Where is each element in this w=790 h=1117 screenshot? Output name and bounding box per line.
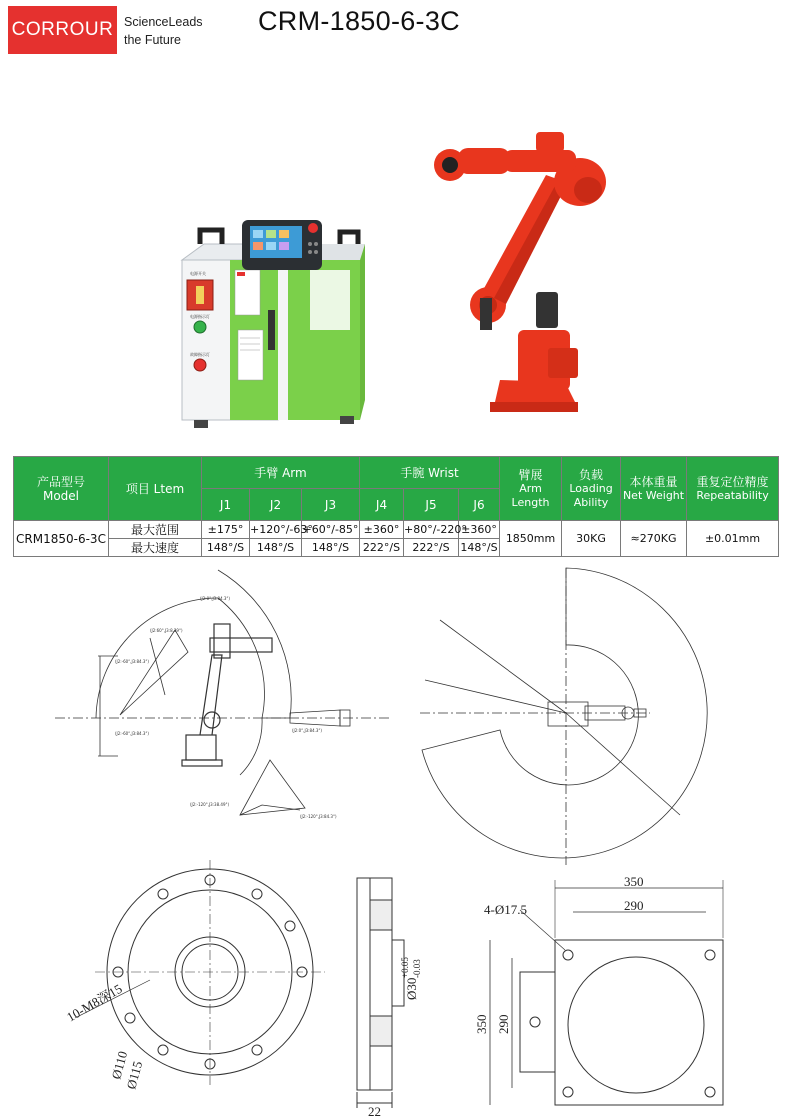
cell-range-j2: +120°/-63° [250, 521, 302, 539]
cell-speed-j3: 148°/S [302, 539, 360, 557]
fault-indicator-label: 故障指示灯 [190, 352, 210, 357]
section-drawing [357, 878, 404, 1108]
svg-text:(J2:60°,J3:8.39°): (J2:60°,J3:8.39°) [150, 628, 183, 633]
base-holes-label: 4-Ø17.5 [484, 902, 527, 917]
technical-drawings [0, 560, 790, 1117]
header-arm: 手臂 Arm [202, 457, 360, 489]
header-model: 产品型号 Model [14, 457, 109, 521]
teach-pendant [242, 220, 322, 270]
cell-range-j1: ±175° [202, 521, 250, 539]
top-workspace-drawing [420, 568, 707, 865]
svg-text:(J2:0°,J3:84.3°): (J2:0°,J3:84.3°) [200, 596, 230, 601]
cell-range-j6: ±360° [459, 521, 500, 539]
header-weight: 本体重量 Net Weight [621, 457, 687, 521]
flange-d2: Ø115 [123, 1059, 146, 1091]
cell-speed-j4: 222°/S [360, 539, 404, 557]
flange-hole-label: 10-M8深15 [64, 980, 125, 1025]
section-bore: Ø30 [404, 977, 419, 1000]
power-indicator-label: 电源指示灯 [190, 314, 210, 319]
cell-range-j5: +80°/-220° [404, 521, 459, 539]
header-repeatability: 重复定位精度 Repeatability [687, 457, 779, 521]
tagline [124, 13, 203, 49]
logo-text: CORROUR [11, 19, 114, 40]
cell-load: 30KG [562, 521, 621, 557]
cell-weight: ≈270KG [621, 521, 687, 557]
header-wrist: 手腕 Wrist [360, 457, 500, 489]
section-width: 22 [368, 1104, 381, 1117]
page-header [0, 0, 790, 60]
corrour-logo [8, 6, 117, 54]
controller-cabinet [182, 220, 365, 428]
cell-range-j4: ±360° [360, 521, 404, 539]
cell-model: CRM1850-6-3C [14, 521, 109, 557]
tagline-line1: ScienceLeads [124, 15, 203, 29]
svg-text:(J2:-60°,J3:84.3°): (J2:-60°,J3:84.3°) [115, 659, 149, 664]
cell-range-label: 最大范围 [109, 521, 202, 539]
cell-reach: 1850mm [500, 521, 562, 557]
svg-text:(J2:-120°,J3:84.3°): (J2:-120°,J3:84.3°) [300, 814, 337, 819]
header-j2: J2 [250, 489, 302, 521]
robot-arm [434, 132, 606, 412]
header-j4: J4 [360, 489, 404, 521]
base-h-inner: 290 [496, 1014, 511, 1034]
power-switch-label: 电源开关 [190, 271, 206, 276]
tagline-line2: the Future [124, 33, 181, 47]
header-j1: J1 [202, 489, 250, 521]
flange-d1: Ø110 [108, 1049, 131, 1081]
side-workspace-drawing [55, 570, 390, 819]
spec-table [13, 456, 779, 557]
header-reach: 臂展 Arm Length [500, 457, 562, 521]
cell-speed-j2: 148°/S [250, 539, 302, 557]
product-photos [160, 120, 630, 440]
cell-speed-j1: 148°/S [202, 539, 250, 557]
svg-text:(J2:-60°,J3:84.3°): (J2:-60°,J3:84.3°) [115, 731, 149, 736]
cell-repeatability: ±0.01mm [687, 521, 779, 557]
svg-text:(J2:0°,J3:84.3°): (J2:0°,J3:84.3°) [292, 728, 322, 733]
cell-speed-label: 最大速度 [109, 539, 202, 557]
header-j5: J5 [404, 489, 459, 521]
header-item: 项目 Ltem [109, 457, 202, 521]
header-load: 负载 Loading Ability [562, 457, 621, 521]
header-j3: J3 [302, 489, 360, 521]
cell-speed-j5: 222°/S [404, 539, 459, 557]
base-w-inner: 290 [624, 898, 644, 913]
section-tol-up: +0.05 [400, 957, 410, 978]
cell-speed-j6: 148°/S [459, 539, 500, 557]
svg-text:(J2:-120°,J3:38.49°): (J2:-120°,J3:38.49°) [190, 802, 230, 807]
page-title: CRM-1850-6-3C [258, 6, 460, 36]
flange-drawing [75, 860, 325, 1085]
base-h-outer: 350 [474, 1014, 489, 1034]
header-j6: J6 [459, 489, 500, 521]
base-w-outer: 350 [624, 874, 644, 889]
cell-range-j3: +60°/-85° [302, 521, 360, 539]
section-tol-dn: -0.03 [412, 959, 422, 978]
